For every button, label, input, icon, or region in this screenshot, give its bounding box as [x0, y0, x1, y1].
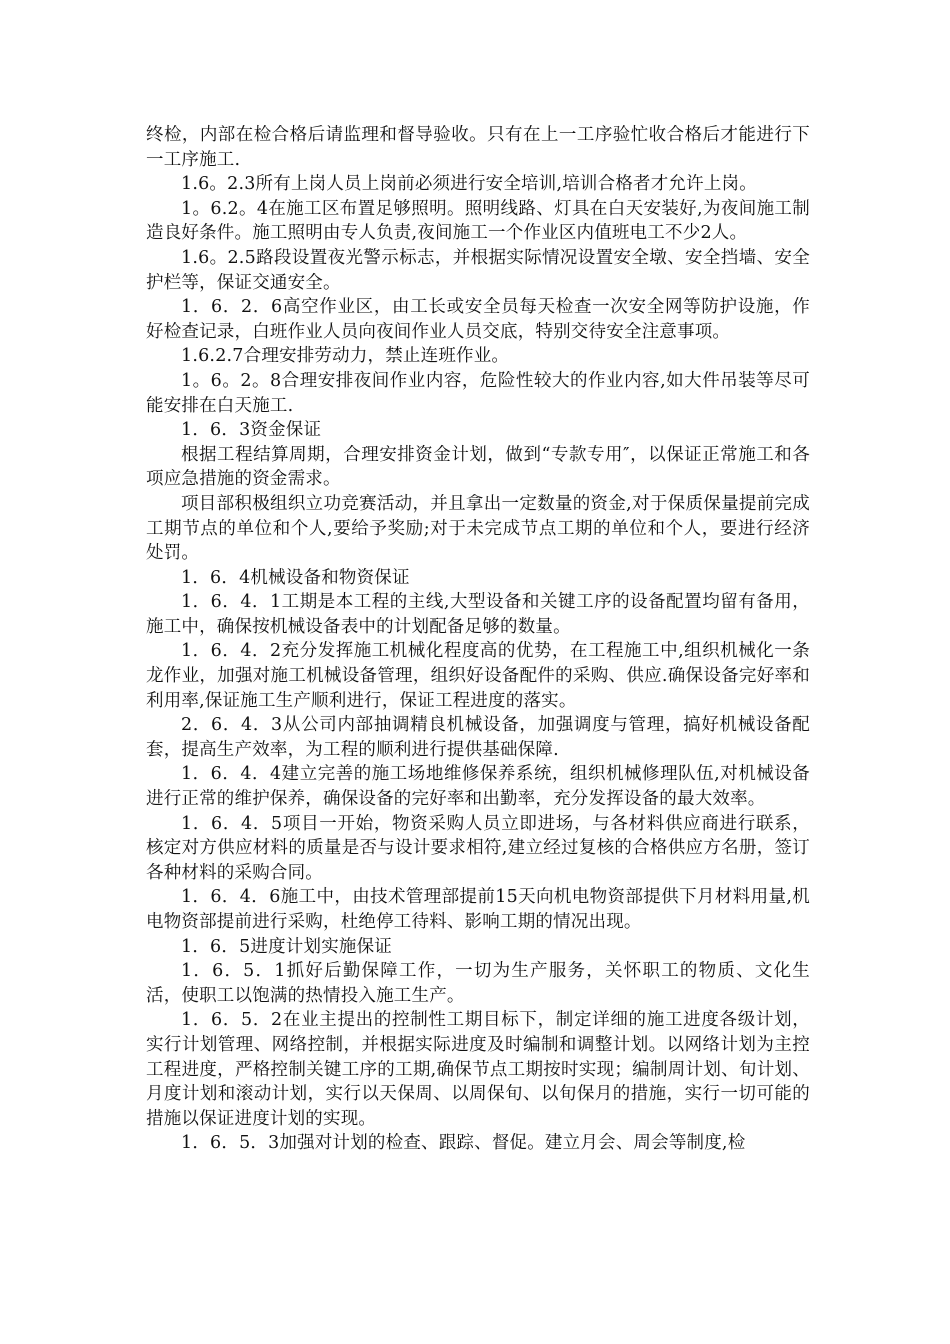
paragraph: 根据工程结算周期，合理安排资金计划，做到“专款专用″，以保证正常施工和各项应急措施的资金需求。	[146, 444, 810, 490]
paragraph: 项目部积极组织立功竞赛活动，并且拿出一定数量的资金,对于保质保量提前完成工期节点的单位和个人,要给予奖励;对于未完成节点工期的单位和个人，要进行经济处罚。	[146, 493, 810, 564]
paragraph: 1。6。2。8合理安排夜间作业内容，危险性较大的作业内容,如大件吊装等尽可能安排在白天施工.	[146, 370, 810, 416]
paragraph: 1．6．4．2充分发挥施工机械化程度高的优势，在工程施工中,组织机械化一条龙作业，加强对施工机械设备管理，组织好设备配件的采购、供应.确保设备完好率和利用率,保证施工生产顺利进行，保证工程进度的落实。	[146, 641, 810, 711]
paragraph: 1．6．2．6高空作业区，由工长或安全员每天检查一次安全网等防护设施，作好检查记录，白班作业人员向夜间作业人员交底，特别交待安全注意事项。	[146, 297, 810, 342]
paragraph: 1。6.2。4在施工区布置足够照明。照明线路、灯具在白天安装好,为夜间施工制造良好条件。施工照明由专人负责,夜间施工一个作业区内值班电工不少2人。	[146, 198, 810, 244]
document-body	[146, 123, 810, 1156]
paragraph: 1．6．5．3加强对计划的检查、跟踪、督促。建立月会、周会等制度,检	[181, 1133, 746, 1154]
paragraph: 1．6．4．5项目一开始，物资采购人员立即进场，与各材料供应商进行联系，核定对方供应材料的质量是否与设计要求相符,建立经过复核的合格供应方名册，签订各种材料的采购合同。	[146, 813, 810, 883]
paragraph: 1．6．5进度计划实施保证	[181, 936, 393, 957]
paragraph: 1．6．4．4建立完善的施工场地维修保养系统，组织机械修理队伍,对机械设备进行正常的维护保养，确保设备的完好率和出勤率，充分发挥设备的最大效率。	[146, 764, 810, 810]
paragraph: 1．6．4．1工期是本工程的主线,大型设备和关键工序的设备配置均留有备用，施工中，确保按机械设备表中的计划配备足够的数量。	[146, 592, 810, 637]
paragraph: 2．6．4．3从公司内部抽调精良机械设备，加强调度与管理，搞好机械设备配套，提高生产效率，为工程的顺利进行提供基础保障.	[146, 715, 810, 760]
paragraph: 1.6。2.5路段设置夜光警示标志，并根据实际情况设置安全墩、安全挡墙、安全护栏等，保证交通安全。	[146, 247, 810, 293]
paragraph: 1.6.2.7合理安排劳动力，禁止连班作业。	[181, 346, 510, 367]
paragraph: 1．6．5．1抓好后勤保障工作，一切为生产服务，关怀职工的物质、文化生活，使职工以饱满的热情投入施工生产。	[146, 961, 810, 1006]
paragraph: 1．6．3资金保证	[181, 420, 322, 441]
paragraph: 1．6．4机械设备和物资保证	[181, 567, 410, 588]
paragraph: 1．6．4．6施工中，由技术管理部提前15天向机电物资部提供下月材料用量,机电物资部提前进行采购，杜绝停工待料、影响工期的情况出现。	[146, 887, 810, 932]
paragraph: 1．6．5．2在业主提出的控制性工期目标下，制定详细的施工进度各级计划，实行计划管理、网络控制，并根据实际进度及时编制和调整计划。以网络计划为主控工程进度，严格控制关键工序的工期,确保节点工期按时实现；编制周计划、旬计划、月度计划和滚动计划，实行以天保周、以周保旬、以旬保月的措施，实行一切可能的措施以保证进度计划的实现。	[146, 1010, 810, 1129]
paragraph: 终检，内部在检合格后请监理和督导验收。只有在上一工序验忙收合格后才能进行下一工序施工.	[146, 125, 810, 170]
paragraph: 1.6。2.3所有上岗人员上岗前必须进行安全培训,培训合格者才允许上岗。	[181, 174, 757, 195]
